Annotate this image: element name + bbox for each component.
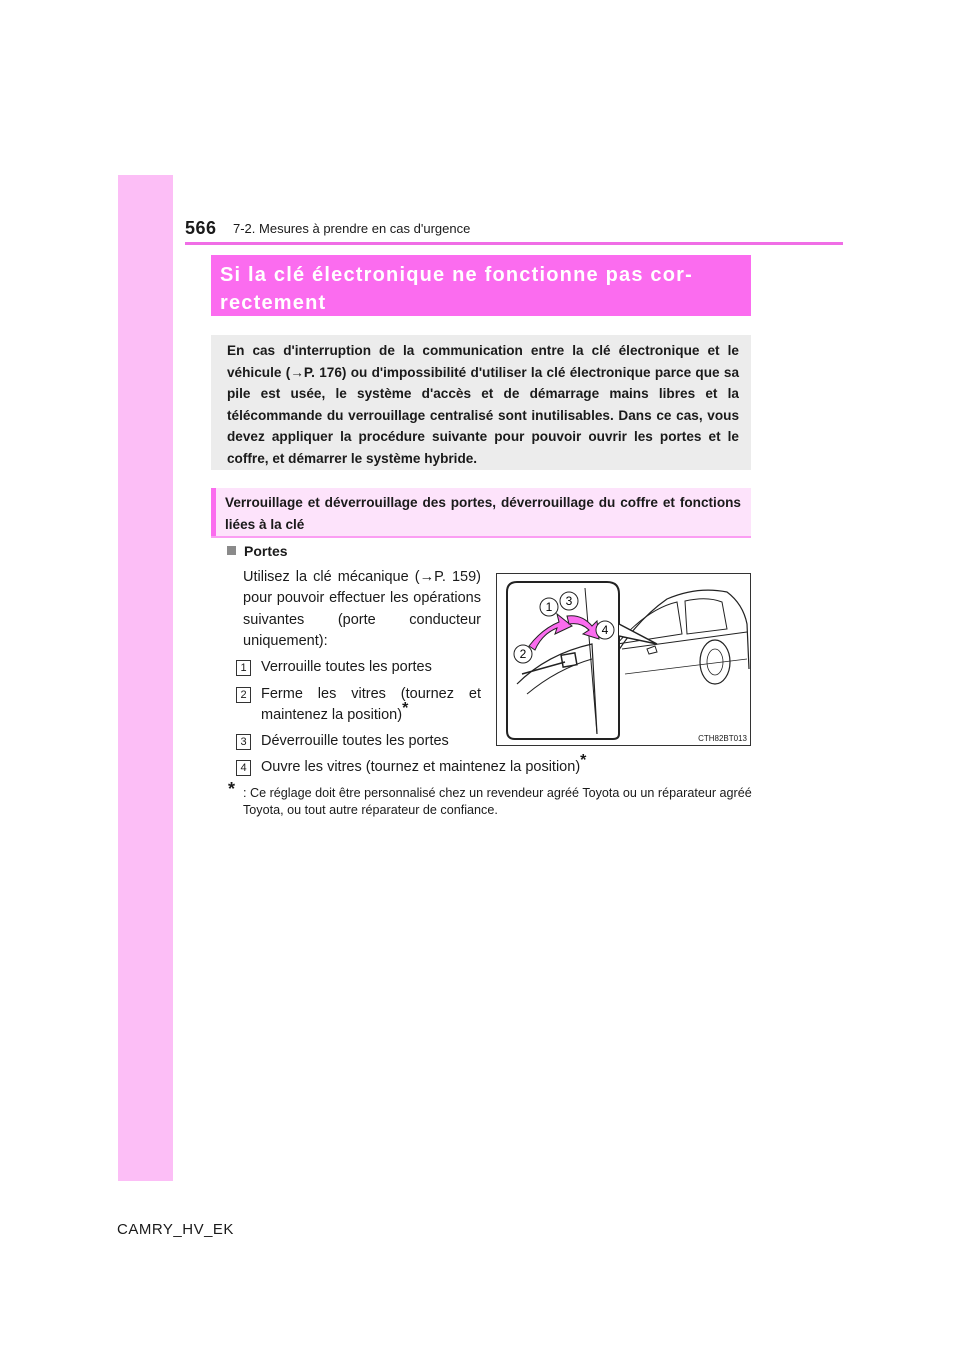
figure-code: CTH82BT013 [698, 734, 747, 743]
callout-3: 3 [565, 594, 573, 608]
portes-heading-text: Portes [244, 543, 288, 559]
subheading-box [211, 488, 751, 536]
step-text: Verrouille toutes les portes [261, 659, 432, 675]
note-star: * [228, 779, 236, 799]
bullet-square-icon [227, 546, 236, 555]
intro-box [211, 335, 751, 470]
callout-2: 2 [519, 647, 527, 661]
subheading-rule [211, 536, 751, 538]
header-rule [185, 242, 843, 245]
callout-4: 4 [601, 623, 609, 637]
footer-model-code: CAMRY_HV_EK [117, 1221, 234, 1238]
portes-heading [227, 543, 288, 559]
intro-text: En cas d'interruption de la communication entre la clé électronique et le véhicule (→P. 176) ou d'impossibilité d'utiliser la clé électronique parce que sa pile est usée, le système d'accès et de démarrage mains libres et la télécommande du verrouillage centralisé sont inutilisables. Dans ce cas, vous devez appliquer la procédure suivante pour pouvoir ouvrir les portes et le coffre, et démarrer le système hybride. [227, 343, 739, 466]
callout-1: 1 [545, 600, 553, 614]
subheading-text: Verrouillage et déverrouillage des portes, déverrouillage du coffre et fonctions liées à la clé [225, 495, 741, 532]
step-number-badge: 4 [236, 760, 251, 776]
key-illustration-figure [496, 573, 751, 746]
page-title-line-1: Si la clé électronique ne fonctionne pas cor- [220, 264, 693, 286]
subheading-accent-bar [211, 488, 216, 536]
step-number-badge: 3 [236, 734, 251, 750]
page-title [211, 255, 751, 316]
step-text: Déverrouille toutes les portes [261, 733, 449, 749]
step-number-badge: 2 [236, 687, 251, 703]
footnote-star: * [402, 700, 409, 718]
step-text: Ouvre les vitres (tournez et maintenez la position)* [261, 752, 587, 775]
car-door-illustration [497, 574, 750, 745]
page-title-line-2: rectement [220, 292, 327, 314]
footnote-star: * [580, 752, 587, 770]
step-number-badge: 1 [236, 660, 251, 676]
step-text: Ferme les vitres (tournez et maintenez la position)* [261, 686, 481, 724]
note-text: : Ce réglage doit être personnalisé chez un revendeur agréé Toyota ou un réparateur agréé Toyota, ou tout autre réparateur de confiance. [243, 786, 752, 817]
chapter-side-strip [118, 175, 173, 1181]
portes-body: Utilisez la clé mécanique (→P. 159) pour pouvoir effectuer les opérations suivantes (porte conducteur uniquement): [243, 569, 481, 649]
page-number: 566 [185, 218, 217, 238]
section-label: 7-2. Mesures à prendre en cas d'urgence [233, 221, 471, 236]
